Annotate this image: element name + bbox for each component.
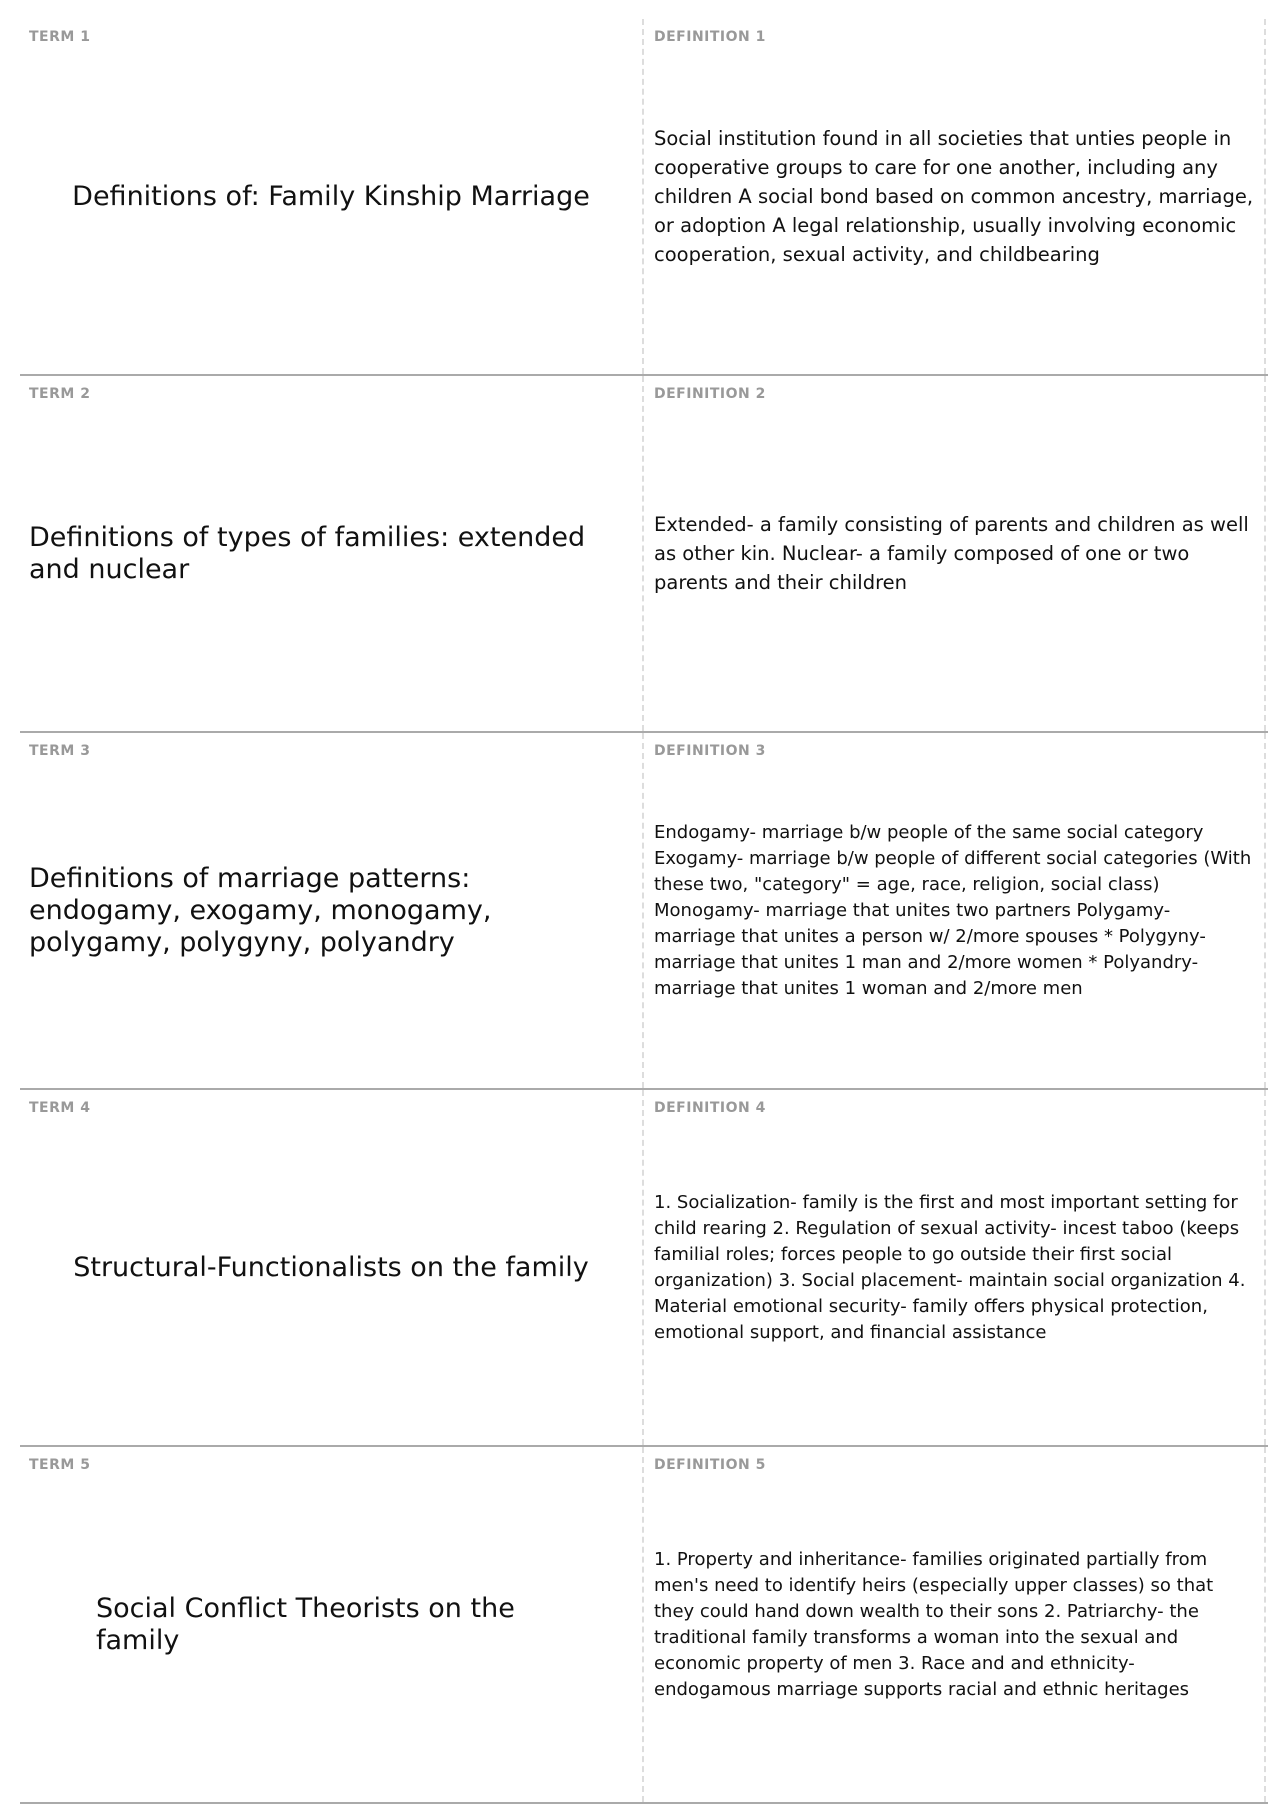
term-text: Social Conflict Theorists on the family bbox=[96, 1592, 515, 1656]
term-cell bbox=[20, 733, 644, 1088]
term-label: TERM 1 bbox=[29, 29, 91, 45]
definition-cell bbox=[644, 733, 1266, 1088]
definition-cell bbox=[644, 1090, 1266, 1445]
definition-label: DEFINITION 5 bbox=[654, 1457, 766, 1473]
term-label: TERM 4 bbox=[29, 1100, 91, 1116]
definition-label: DEFINITION 2 bbox=[654, 386, 766, 402]
term-text: Definitions of: Family Kinship Marriage bbox=[72, 180, 590, 212]
definition-text: Endogamy- marriage b/w people of the same social category Exogamy- marriage b/w people of different social categories (With these two, "category" = age, race, religion, social class) Monogamy- marriage that unites two partners Polygamy- marriage that unites a person w/ 2/more spouses * Polygyny- marriage that unites 1 man and 2/more women * Polyandry- marriage that unites 1 woman and 2/more men bbox=[654, 821, 1252, 999]
definition-label: DEFINITION 1 bbox=[654, 29, 766, 45]
flashcard-sheet bbox=[20, 19, 1268, 1804]
definition-text: Social institution found in all societies that unties people in cooperative groups to care for one another, including any children A social bond based on common ancestry, marriage, or adoption A legal relationship, usually involving economic cooperation, sexual activity, and childbearing bbox=[654, 127, 1254, 266]
definition-cell bbox=[644, 376, 1266, 731]
definition-text: 1. Socialization- family is the first and most important setting for child rearing 2. Regulation of sexual activity- incest taboo (keeps familial roles; forces people to go outside their first social organization) 3. Social placement- maintain social organization 4. Material emotional security- family offers physical protection, emotional support, and financial assistance bbox=[654, 1191, 1246, 1343]
term-text: Definitions of types of families: extended and nuclear bbox=[29, 521, 586, 585]
flashcard-1 bbox=[20, 19, 1268, 376]
definition-text: Extended- a family consisting of parents and children as well as other kin. Nuclear- a family composed of one or two parents and their children bbox=[654, 513, 1249, 594]
term-cell bbox=[20, 19, 644, 374]
term-label: TERM 2 bbox=[29, 386, 91, 402]
term-text: Definitions of marriage patterns: endogamy, exogamy, monogamy, polygamy, polygyny, polyandry bbox=[29, 862, 492, 958]
term-text: Structural-Functionalists on the family bbox=[73, 1251, 589, 1283]
term-cell bbox=[20, 1447, 644, 1802]
definition-cell bbox=[644, 1447, 1266, 1802]
flashcard-4 bbox=[20, 1090, 1268, 1447]
definition-text: 1. Property and inheritance- families originated partially from men's need to identify heirs (especially upper classes) so that they could hand down wealth to their sons 2. Patriarchy- the traditional family transforms a woman into the sexual and economic property of men 3. Race and and ethnicity- endogamous marriage supports racial and ethnic heritages bbox=[654, 1548, 1214, 1700]
definition-label: DEFINITION 4 bbox=[654, 1100, 766, 1116]
flashcard-5 bbox=[20, 1447, 1268, 1804]
term-cell bbox=[20, 1090, 644, 1445]
flashcard-2 bbox=[20, 376, 1268, 733]
term-cell bbox=[20, 376, 644, 731]
flashcard-3 bbox=[20, 733, 1268, 1090]
definition-label: DEFINITION 3 bbox=[654, 743, 766, 759]
term-label: TERM 3 bbox=[29, 743, 91, 759]
term-label: TERM 5 bbox=[29, 1457, 91, 1473]
definition-cell bbox=[644, 19, 1266, 374]
